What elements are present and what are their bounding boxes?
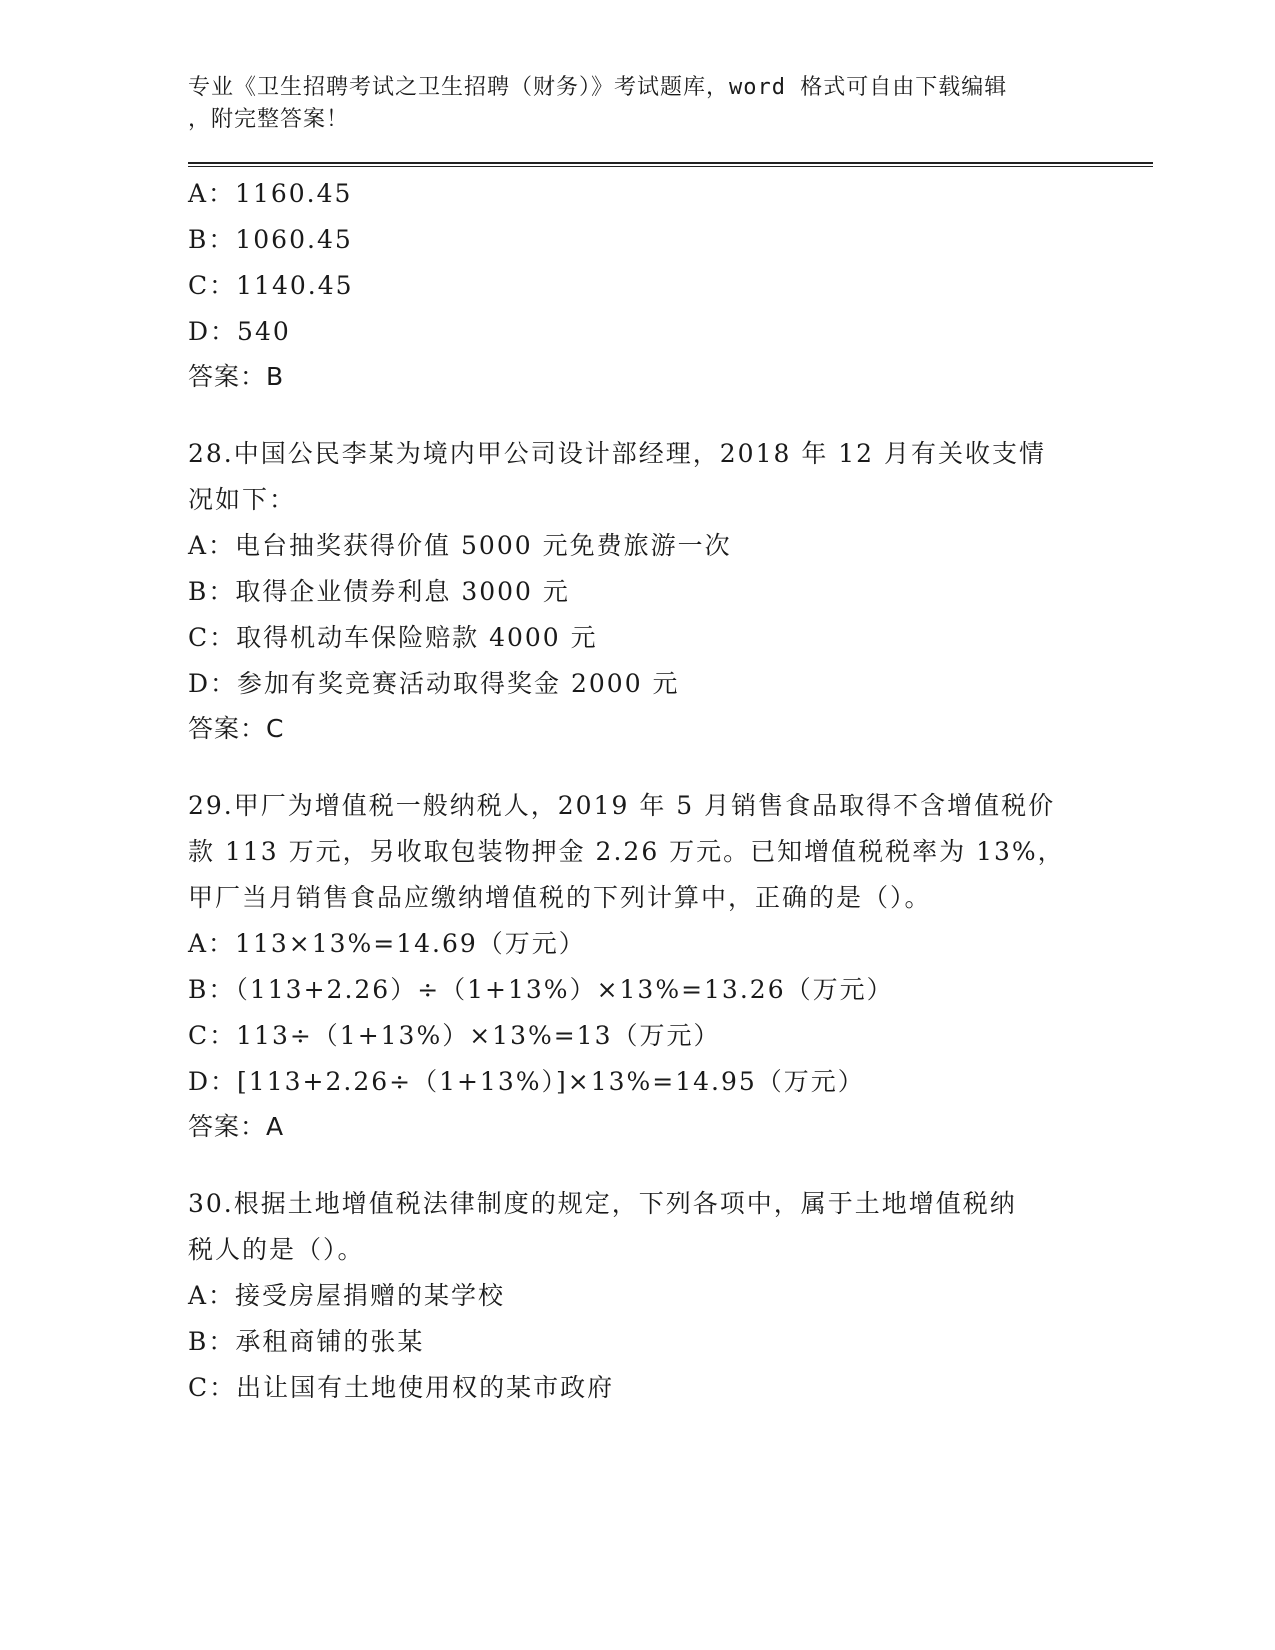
option-a: A：接受房屋捐赠的某学校 — [188, 1281, 506, 1310]
option-c: C：取得机动车保险赔款 4000 元 — [188, 623, 598, 652]
header-line-1: 专业《卫生招聘考试之卫生招聘（财务）》考试题库，word 格式可自由下载编辑 — [188, 75, 1008, 100]
option-c: C：出让国有土地使用权的某市政府 — [188, 1373, 615, 1402]
option-d: D：540 — [188, 317, 291, 346]
question-stem — [188, 431, 1068, 523]
question-stem-line: 29.甲厂为增值税一般纳税人，2019 年 5 月销售食品取得不含增值税价 — [188, 791, 1056, 820]
option-d: D：[113+2.26÷（1+13%）]×13%=14.95（万元） — [188, 1067, 865, 1096]
question-stem-line: 况如下： — [188, 485, 297, 514]
answer-label: 答案：C — [188, 714, 285, 743]
option-b: B：承租商铺的张某 — [188, 1327, 425, 1356]
question-28 — [188, 431, 1168, 751]
option-a: A：电台抽奖获得价值 5000 元免费旅游一次 — [188, 531, 732, 560]
answer-label: 答案：A — [188, 1112, 285, 1141]
answer-label: 答案：B — [188, 362, 285, 391]
question-stem-line: 28.中国公民李某为境内甲公司设计部经理，2018 年 12 月有关收支情 — [188, 439, 1047, 468]
header-line-2: ，附完整答案！ — [188, 107, 350, 132]
document-header — [188, 72, 1068, 136]
option-a: A：1160.45 — [188, 179, 353, 208]
option-b: B：1060.45 — [188, 225, 353, 254]
question-stem-line: 30.根据土地增值税法律制度的规定，下列各项中，属于土地增值税纳 — [188, 1189, 1017, 1218]
question-30 — [188, 1181, 1168, 1411]
option-c: C：1140.45 — [188, 271, 354, 300]
question-stem-line: 税人的是（）。 — [188, 1235, 365, 1264]
question-stem-line: 款 113 万元，另收取包装物押金 2.26 万元。已知增值税税率为 13%， — [188, 837, 1065, 866]
question-stem — [188, 1181, 1068, 1273]
option-c: C：113÷（1+13%）×13%=13（万元） — [188, 1021, 721, 1050]
option-b: B：（113+2.26）÷（1+13%）×13%=13.26（万元） — [188, 975, 894, 1004]
question-stem — [188, 783, 1068, 921]
option-d: D：参加有奖竞赛活动取得奖金 2000 元 — [188, 669, 680, 698]
document-page — [188, 72, 1168, 1411]
question-29 — [188, 783, 1168, 1149]
header-divider — [188, 162, 1153, 167]
question-27-options — [188, 171, 1168, 399]
question-stem-line: 甲厂当月销售食品应缴纳增值税的下列计算中，正确的是（）。 — [188, 883, 932, 912]
option-b: B：取得企业债券利息 3000 元 — [188, 577, 570, 606]
option-a: A：113×13%=14.69（万元） — [188, 929, 586, 958]
